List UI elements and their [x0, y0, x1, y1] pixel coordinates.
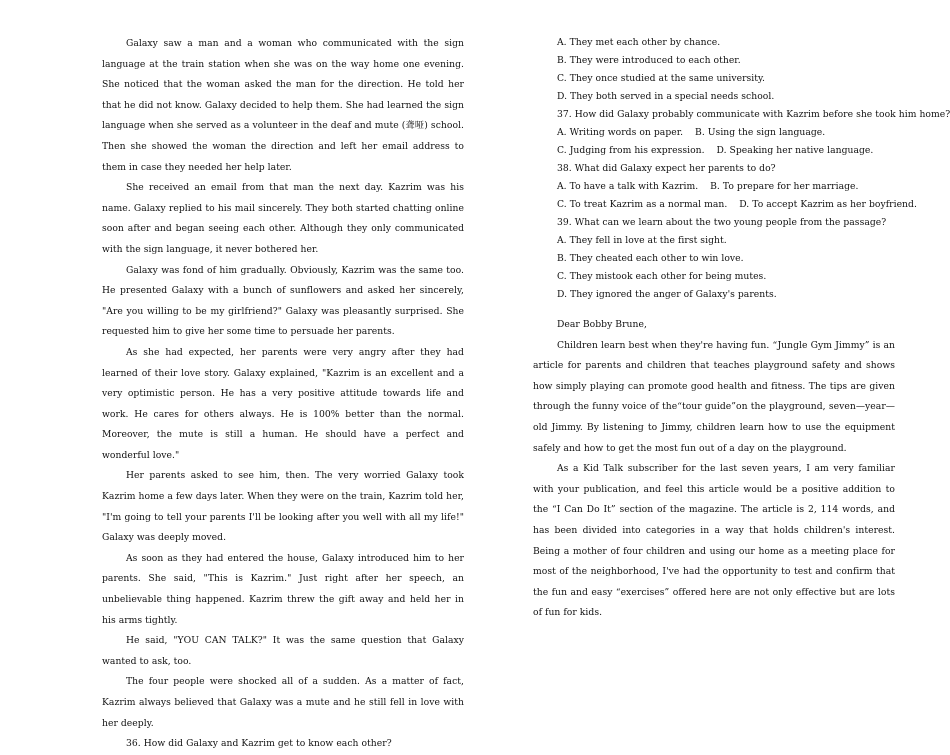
- option: C. They once studied at the same university.: [557, 73, 766, 84]
- story-paragraph: The four people were shocked all of a sudden. As a matter of fact, Kazrim always believed that Galaxy was a mute and he still fell in love with her deeply.: [102, 676, 464, 729]
- left-column: [102, 34, 464, 755]
- story-paragraph: He said, "YOU CAN TALK?" It was the same question that Galaxy wanted to ask, too.: [102, 635, 464, 667]
- option: B. They cheated each other to win love.: [557, 253, 744, 264]
- letter-paragraph: Children learn best when they're having fun. “Jungle Gym Jimmy” is an article for parents and children that teaches playground safety and shows how simply playing can promote good health and fitness. The tips are given through the funny voice of the“tour guide”on the playground, seven—year—old Jimmy. By listening to Jimmy, children learn how to use the equipment safely and how to get the most fun out of a day on the playground.: [533, 339, 895, 454]
- letter-paragraph: As a Kid Talk subscriber for the last seven years, I am very familiar with your publication, and feel this article would be a positive addition to the “I Can Do It” section of the magazine. The article is 2, 114 words, and has been divided into categories in a way that holds children's interest. Being a mother of four children and using our home as a meeting place for most of the neighborhood, I've had the opportunity to test and confirm that the fun and easy “exercises” offered here are not only effective but are lots of fun for kids.: [533, 463, 895, 619]
- story-paragraph: Galaxy was fond of him gradually. Obviously, Kazrim was the same too. He presented Galaxy with a bunch of sunflowers and asked her sincerely, "Are you willing to be my girlfriend?" Galaxy was pleasantly surprised. She requested him to give her some time to persuade her parents.: [102, 264, 464, 338]
- question-37: 37. How did Galaxy probably communicate with Kazrim before she took him home?: [557, 109, 950, 120]
- question-36: 36. How did Galaxy and Kazrim get to know each other?: [126, 738, 392, 750]
- story-paragraph: As she had expected, her parents were very angry after they had learned of their love story. Galaxy explained, "Kazrim is an excellent and a very optimistic person. He has a very positive attitude towards life and work. He cares for others always. He is 100% better than the normal. Moreover, the mute is still a human. He should have a perfect and wonderful love.": [102, 346, 464, 461]
- right-column: [533, 34, 950, 624]
- story-paragraph: Her parents asked to see him, then. The very worried Galaxy took Kazrim home a few days later. When they were on the train, Kazrim told her, "I'm going to tell your parents I'll be looking after you well with all my life!" Galaxy was deeply moved.: [102, 470, 464, 544]
- option: A. Writing words on paper. B. Using the sign language.: [557, 127, 826, 138]
- option: A. They met each other by chance.: [557, 37, 721, 48]
- option: C. Judging from his expression. D. Speaking her native language.: [557, 145, 874, 156]
- spacer: [533, 304, 895, 315]
- story-paragraph: She received an email from that man the next day. Kazrim was his name. Galaxy replied to his mail sincerely. They both started chatting online soon after and began seeing each other. Although they only communicated with the sign language, it never bothered her.: [102, 182, 464, 255]
- story-paragraph: As soon as they had entered the house, Galaxy introduced him to her parents. She said, "This is Kazrim." Just right after her speech, an unbelievable thing happened. Kazrim threw the gift away and held her in his arms tightly.: [102, 552, 464, 626]
- q36-options: [533, 34, 895, 106]
- option: A. They fell in love at the first sight.: [557, 235, 727, 246]
- option: C. They mistook each other for being mutes.: [557, 271, 767, 282]
- option: C. To treat Kazrim as a normal man. D. To accept Kazrim as her boyfriend.: [557, 199, 917, 210]
- question-39: 39. What can we learn about the two young people from the passage?: [557, 217, 887, 228]
- story-paragraph: Galaxy saw a man and a woman who communicated with the sign language at the train station when she was on the way home one evening. She noticed that the woman asked the man for the direction. He told her that he did not know. Galaxy decided to help them. She had learned the sign language when she served as a volunteer in the deaf and mute (聋哑) school. Then she showed the woman the direction and left her email address to them in case they needed her help later.: [102, 38, 464, 173]
- letter-greeting: Dear Bobby Brune,: [557, 319, 647, 330]
- option: A. To have a talk with Kazrim. B. To prepare for her marriage.: [557, 181, 859, 192]
- option: D. They ignored the anger of Galaxy's parents.: [557, 289, 777, 300]
- option: B. They were introduced to each other.: [557, 55, 741, 66]
- question-38: 38. What did Galaxy expect her parents to do?: [557, 163, 776, 174]
- option: D. They both served in a special needs school.: [557, 91, 775, 102]
